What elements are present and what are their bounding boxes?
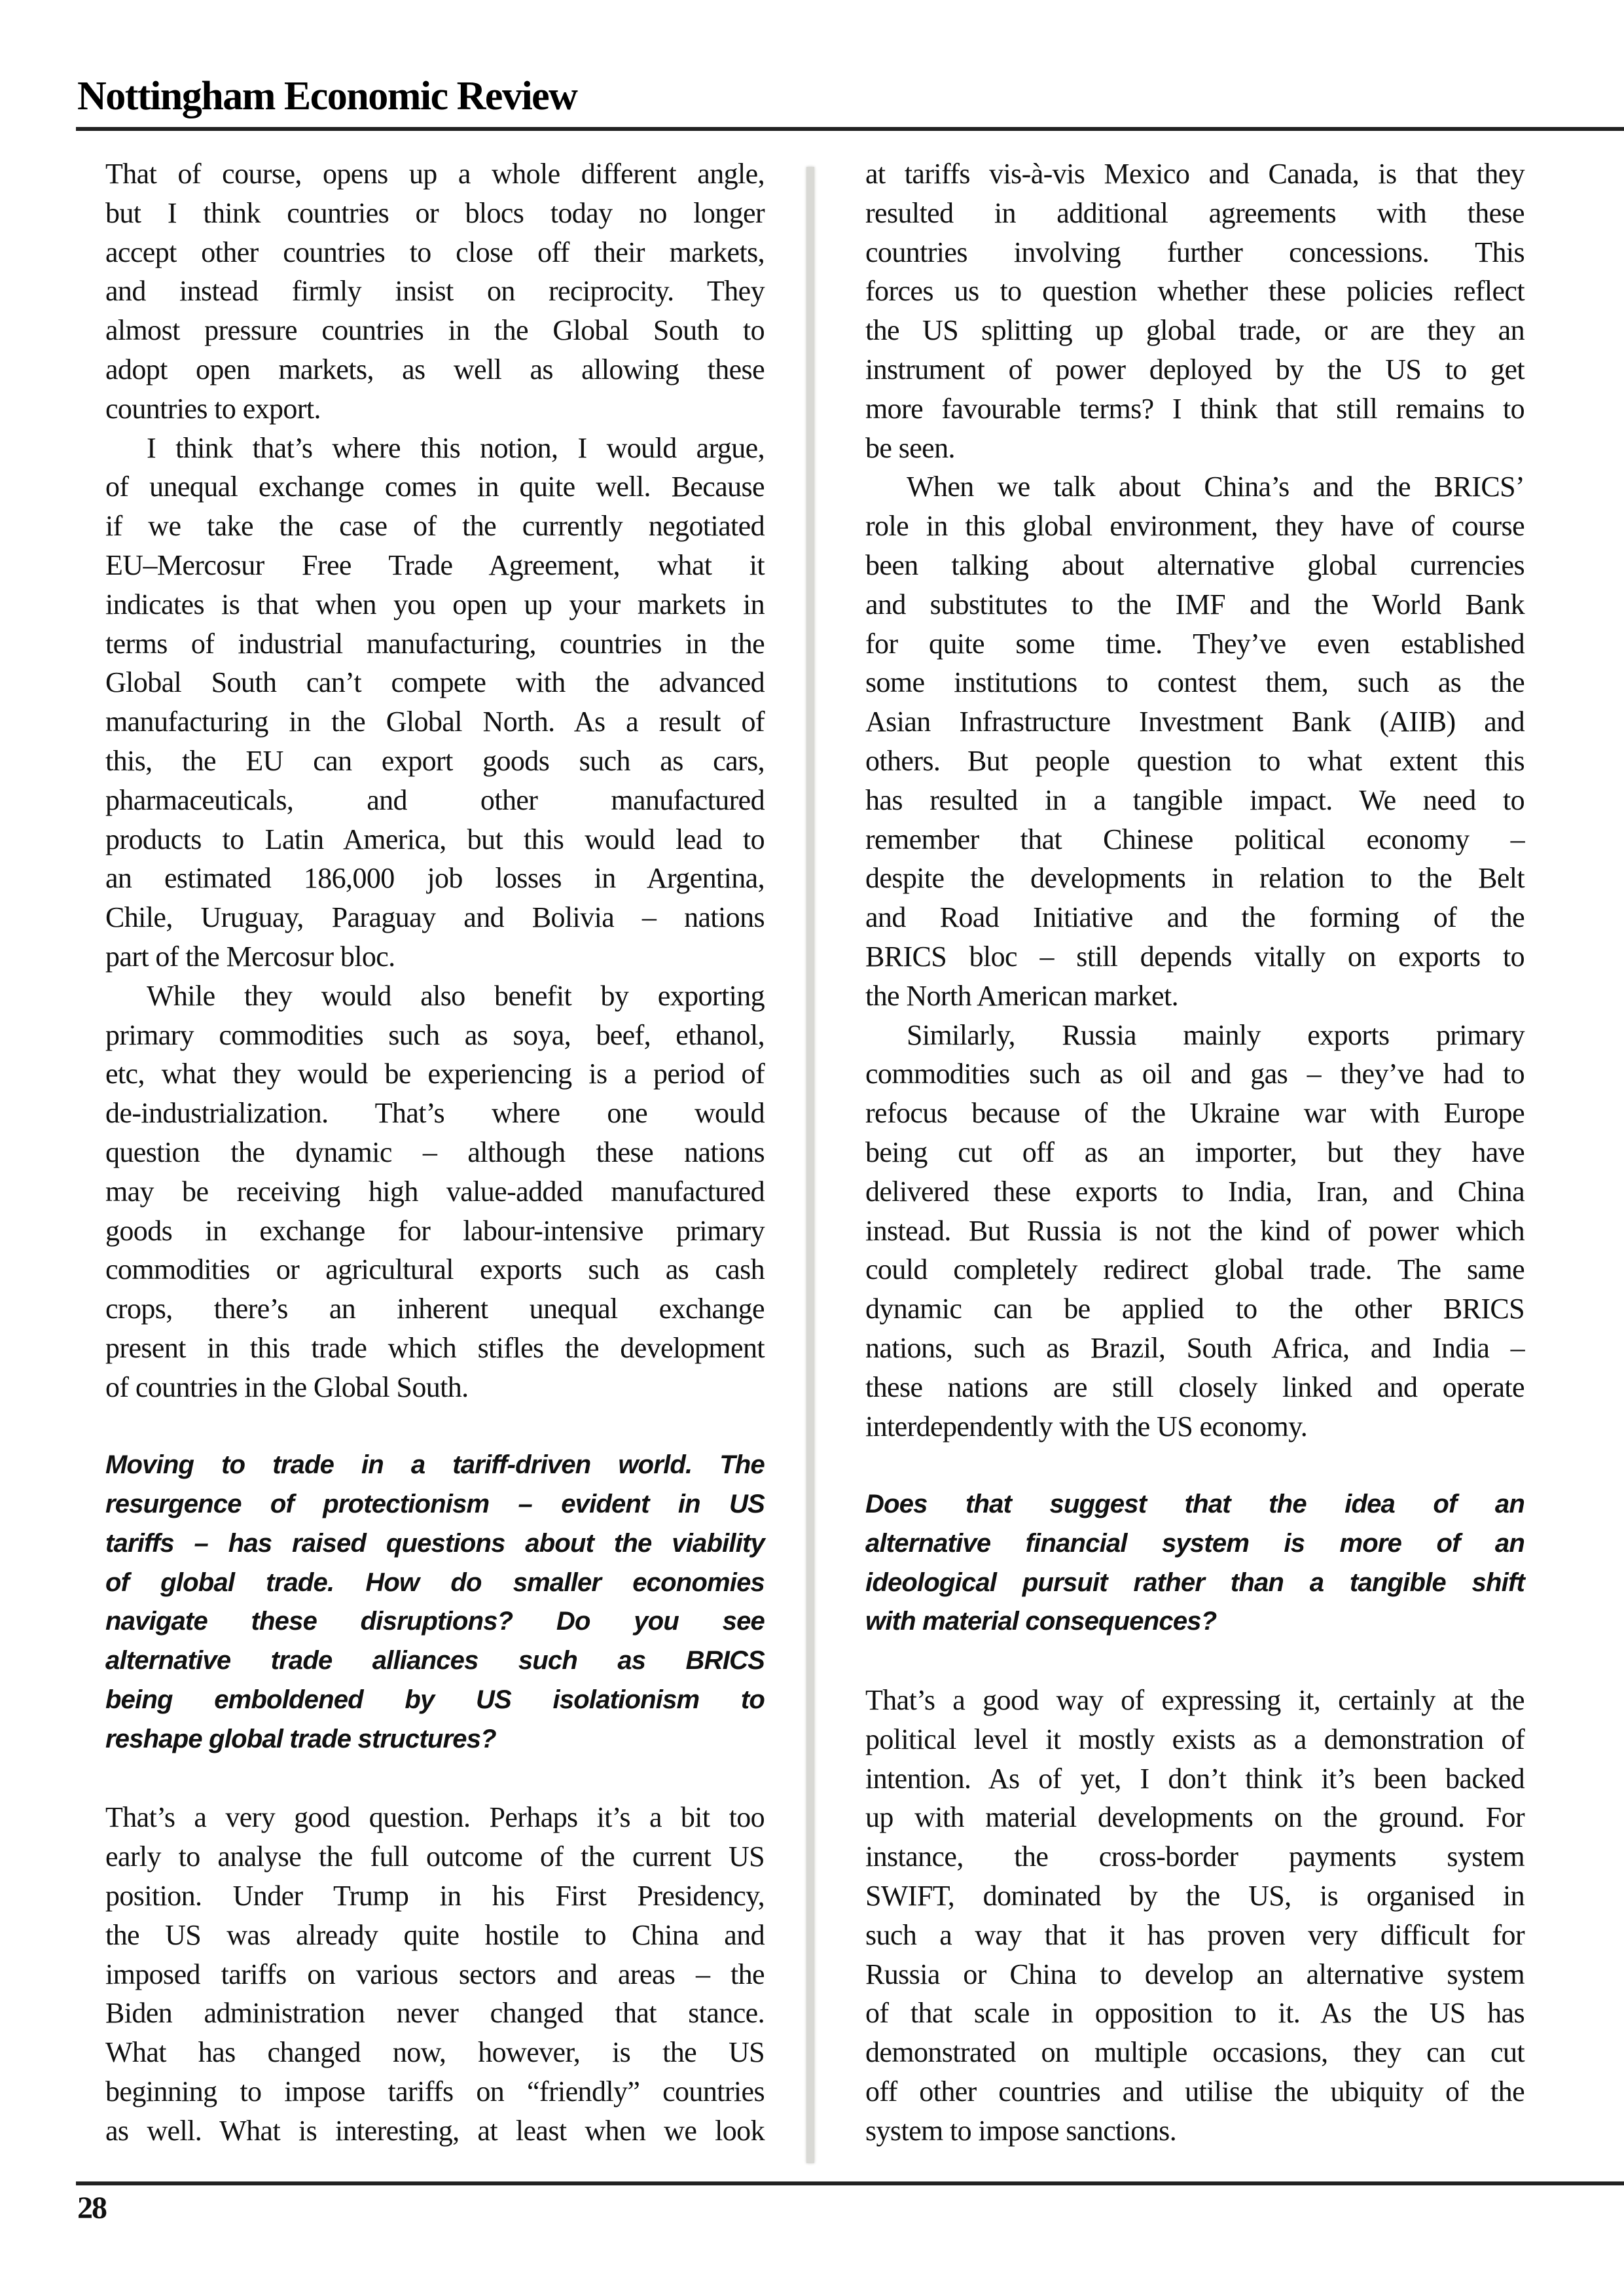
body-text-line: goods in exchange for labour-intensive primary [105,1214,765,1247]
body-text-line: When we talk about China’s and the BRICS’ [907,471,1525,503]
interview-question-line: reshape global trade structures? [105,1724,496,1753]
body-text-line: the North American market. [865,979,1179,1012]
body-text-line: but I think countries or blocs today no longer [105,196,765,229]
body-text-line: EU–Mercosur Free Trade Agreement, what it [105,548,765,581]
column-divider [806,167,814,2163]
body-text-line: others. But people question to what extent this [865,744,1525,777]
body-text-line: imposed tariffs on various sectors and areas – the [105,1958,765,1990]
body-text-line: being cut off as an importer, but they have [865,1136,1525,1168]
body-text-line: some institutions to contest them, such as the [865,666,1525,699]
body-text-line: off other countries and utilise the ubiquity of the [865,2075,1525,2108]
body-text-line: as well. What is interesting, at least when we look [105,2114,765,2147]
body-text-line: these nations are still closely linked and operate [865,1371,1525,1403]
body-text-line: Similarly, Russia mainly exports primary [907,1018,1525,1051]
interview-question-line: ideological pursuit rather than a tangible shift [865,1568,1525,1597]
header-rule [76,127,1624,131]
paragraph-spacer [865,1446,1525,1485]
interview-question-line: with material consequences? [865,1607,1217,1636]
body-text-line: of unequal exchange comes in quite well. Because [105,471,765,503]
body-text-line: That of course, opens up a whole different angle, [105,158,765,190]
footer-rule [76,2181,1624,2185]
body-text-line: been talking about alternative global currencies [865,548,1525,581]
body-text-line: primary commodities such as soya, beef, ethanol, [105,1018,765,1051]
paragraph-spacer [105,1407,765,1446]
body-text-line: Chile, Uruguay, Paraguay and Bolivia – nations [105,901,765,934]
body-text-line: has resulted in a tangible impact. We need to [865,783,1525,816]
body-text-line: and substitutes to the IMF and the World Bank [865,588,1525,620]
body-text-line: Russia or China to develop an alternative system [865,1958,1525,1990]
body-text-line: manufacturing in the Global North. As a result of [105,706,765,738]
body-text-line: delivered these exports to India, Iran, and China [865,1175,1525,1208]
body-text-line: refocus because of the Ukraine war with Europe [865,1097,1525,1130]
interview-question-line: alternative financial system is more of an [865,1528,1525,1558]
body-text-line: I think that’s where this notion, I would argue, [147,431,765,464]
interview-question-line: resurgence of protectionism – evident in US [105,1490,765,1519]
body-text-line: While they would also benefit by exporting [147,979,765,1012]
body-text-line: up with material developments on the ground. For [865,1801,1525,1834]
paragraph-spacer [865,1641,1525,1681]
left-column [105,154,765,2151]
body-text-line: forces us to question whether these policies reflect [865,275,1525,308]
body-text-line: system to impose sanctions. [865,2114,1177,2147]
body-text-line: political level it mostly exists as a demonstration of [865,1723,1525,1755]
body-text-line: interdependently with the US economy. [865,1410,1308,1443]
interview-question-line: alternative trade alliances such as BRICS [105,1646,765,1676]
body-text-line: BRICS bloc – still depends vitally on exports to [865,940,1525,973]
interview-question-line: Does that suggest that the idea of an [865,1490,1525,1519]
body-text-line: if we take the case of the currently negotiated [105,510,765,543]
body-text-line: an estimated 186,000 job losses in Argentina, [105,862,765,895]
body-text-line: pharmaceuticals, and other manufactured [105,783,765,816]
body-text-line: crops, there’s an inherent unequal exchange [105,1293,765,1325]
body-text-line: terms of industrial manufacturing, countries in the [105,627,765,660]
body-text-line: SWIFT, dominated by the US, is organised in [865,1880,1525,1912]
body-text-line: intention. As of yet, I don’t think it’s been backed [865,1762,1525,1795]
body-text-line: instance, the cross-border payments system [865,1840,1525,1873]
body-text-line: remember that Chinese political economy – [865,823,1525,855]
interview-question-line: Moving to trade in a tariff-driven world. The [105,1450,765,1480]
body-text-line: countries to export. [105,392,321,425]
body-text-line: this, the EU can export goods such as cars, [105,744,765,777]
body-text-line: question the dynamic – although these nations [105,1136,765,1168]
body-text-line: despite the developments in relation to the Belt [865,862,1525,895]
body-text-line: accept other countries to close off their markets, [105,236,765,268]
body-text-line: early to analyse the full outcome of the current US [105,1840,765,1873]
body-text-line: may be receiving high value-added manufactured [105,1175,765,1208]
body-text-line: more favourable terms? I think that still remains to [865,392,1525,425]
body-text-line: the US was already quite hostile to China and [105,1918,765,1951]
body-text-line: instead. But Russia is not the kind of power which [865,1214,1525,1247]
body-text-line: of that scale in opposition to it. As the US has [865,1997,1525,2030]
journal-title: Nottingham Economic Review [77,74,577,118]
body-text-line: such a way that it has proven very difficult for [865,1918,1525,1951]
body-text-line: at tariffs vis-à-vis Mexico and Canada, is that they [865,158,1525,190]
body-text-line: products to Latin America, but this would lead to [105,823,765,855]
page-number: 28 [77,2191,106,2225]
body-text-line: for quite some time. They’ve even established [865,627,1525,660]
body-text-line: adopt open markets, as well as allowing these [105,353,765,386]
body-text-line: of countries in the Global South. [105,1371,469,1403]
body-text-line: That’s a very good question. Perhaps it’s a bit too [105,1801,765,1834]
body-text-line: demonstrated on multiple occasions, they can cut [865,2036,1525,2069]
body-text-line: part of the Mercosur bloc. [105,940,395,973]
paragraph-spacer [105,1759,765,1799]
body-text-line: instrument of power deployed by the US to get [865,353,1525,386]
body-text-line: Global South can’t compete with the advanced [105,666,765,699]
body-text-line: beginning to impose tariffs on “friendly” countries [105,2075,765,2108]
body-text-line: be seen. [865,431,955,464]
body-text-line: dynamic can be applied to the other BRICS [865,1293,1525,1325]
body-text-line: nations, such as Brazil, South Africa, and India – [865,1331,1525,1364]
body-text-line: present in this trade which stifles the development [105,1331,765,1364]
body-text-line: indicates is that when you open up your markets in [105,588,765,620]
body-text-line: commodities or agricultural exports such as cash [105,1253,765,1286]
body-text-line: commodities such as oil and gas – they’ve had to [865,1058,1525,1090]
body-text-line: Biden administration never changed that stance. [105,1997,765,2030]
body-text-line: What has changed now, however, is the US [105,2036,765,2069]
body-text-line: countries involving further concessions. This [865,236,1525,268]
body-text-line: de-industrialization. That’s where one would [105,1097,765,1130]
body-text-line: role in this global environment, they have of course [865,510,1525,543]
body-text-line: and Road Initiative and the forming of the [865,901,1525,934]
interview-question-line: tariffs – has raised questions about the viability [105,1528,765,1558]
body-text-line: resulted in additional agreements with these [865,196,1525,229]
body-text-line: Asian Infrastructure Investment Bank (AIIB) and [865,706,1525,738]
body-text-line: and instead firmly insist on reciprocity. They [105,275,765,308]
body-text-line: That’s a good way of expressing it, certainly at the [865,1684,1525,1717]
body-text-line: position. Under Trump in his First Presidency, [105,1880,765,1912]
body-text-line: etc, what they would be experiencing is a period of [105,1058,765,1090]
body-text-line: the US splitting up global trade, or are they an [865,314,1525,347]
body-text-line: almost pressure countries in the Global South to [105,314,765,347]
interview-question-line: navigate these disruptions? Do you see [105,1607,765,1636]
body-text-line: could completely redirect global trade. The same [865,1253,1525,1286]
interview-question-line: of global trade. How do smaller economies [105,1568,765,1597]
interview-question-line: being emboldened by US isolationism to [105,1685,765,1715]
right-column [865,154,1525,2151]
